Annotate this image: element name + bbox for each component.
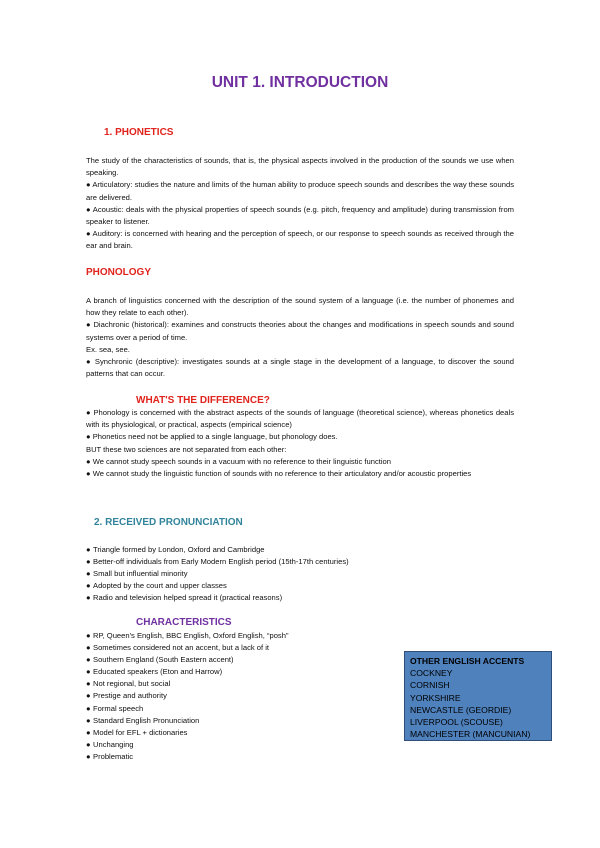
list-item: ● RP, Queen's English, BBC English, Oxford English, “posh” [86, 631, 289, 640]
list-item: ● Prestige and authority [86, 691, 167, 701]
list-item: ● Small but influential minority [86, 569, 188, 579]
difference-paragraph: ● Phonology is concerned with the abstract aspects of the sounds of language (theoretical science), whereas phonetics deals with its physiological, or practical, aspects (empirical science) [86, 408, 514, 430]
accent-item: CORNISH [410, 680, 450, 691]
list-item: ● Adopted by the court and upper classes [86, 581, 227, 591]
accents-box [404, 651, 552, 741]
list-item: ● Better-off individuals from Early Modern English period (15th-17th centuries) [86, 557, 349, 567]
difference-paragraph: BUT these two sciences are not separated from each other: [86, 444, 287, 454]
list-item: ● Radio and television helped spread it (practical reasons) [86, 593, 283, 603]
accent-item: NEWCASTLE (GEORDIE) [410, 704, 512, 715]
list-item: ● Triangle formed by London, Oxford and Cambridge [86, 545, 265, 554]
characteristics-list [86, 630, 386, 763]
phonology-paragraph: A branch of linguistics concerned with the description of the sound system of a language (i.e. the number of phonemes and how they relate to each other). [86, 296, 514, 318]
list-item: ● Unchanging [86, 739, 134, 749]
list-item: ● Standard English Pronunciation [86, 715, 200, 725]
difference-section [86, 407, 514, 480]
phonetics-section [86, 155, 514, 253]
list-item: ● Not regional, but social [86, 679, 171, 689]
phonetics-paragraph: The study of the characteristics of sounds, that is, the physical aspects involved in the production of the sounds we use when speaking. [86, 156, 514, 178]
rp-list [86, 544, 386, 604]
difference-heading: WHAT'S THE DIFFERENCE? [136, 395, 270, 406]
list-item: ● Southern England (South Eastern accent) [86, 655, 234, 665]
difference-paragraph: ● We cannot study speech sounds in a vacuum with no reference to their linguistic function [86, 456, 391, 466]
accent-item: COCKNEY [410, 668, 453, 679]
rp-heading: 2. RECEIVED PRONUNCIATION [94, 517, 243, 528]
characteristics-heading: CHARACTERISTICS [136, 617, 232, 628]
accent-item: YORKSHIRE [410, 692, 461, 703]
phonology-heading: PHONOLOGY [86, 267, 152, 278]
phonology-paragraph: ● Synchronic (descriptive): investigates sounds at a single stage in the development of a language, to discover the sound patterns that can occur. [86, 357, 514, 379]
list-item: ● Model for EFL + dictionaries [86, 727, 188, 737]
phonetics-heading: 1. PHONETICS [104, 127, 174, 138]
list-item: ● Sometimes considered not an accent, but a lack of it [86, 643, 270, 653]
list-item: ● Problematic [86, 751, 134, 761]
phonetics-paragraph: ● Articulatory: studies the nature and limits of the human ability to produce speech sounds and describes the way these sounds are delivered. [86, 180, 514, 202]
page-title: UNIT 1. INTRODUCTION [211, 74, 389, 91]
accent-item: MANCHESTER (MANCUNIAN) [410, 729, 531, 740]
difference-paragraph: ● Phonetics need not be applied to a single language, but phonology does. [86, 432, 338, 442]
difference-paragraph: ● We cannot study the linguistic function of sounds with no reference to their articulatory and/or acoustic properties [86, 469, 472, 479]
phonology-paragraph: Ex. sea, see. [86, 344, 130, 354]
phonology-section [86, 295, 514, 380]
list-item: ● Educated speakers (Eton and Harrow) [86, 667, 223, 677]
phonology-paragraph: ● Diachronic (historical): examines and constructs theories about the changes and modifications in speech sounds and sound systems over a period of time. [86, 320, 514, 342]
accent-item: LIVERPOOL (SCOUSE) [410, 717, 503, 728]
phonetics-paragraph: ● Auditory: is concerned with hearing and the perception of speech, or our response to speech sounds as received through the ear and brain. [86, 229, 514, 251]
list-item: ● Formal speech [86, 703, 144, 713]
accents-box-title: OTHER ENGLISH ACCENTS [410, 656, 525, 666]
phonetics-paragraph: ● Acoustic: deals with the physical properties of speech sounds (e.g. pitch, frequency and amplitude) during transmission from speaker to listener. [86, 204, 514, 227]
